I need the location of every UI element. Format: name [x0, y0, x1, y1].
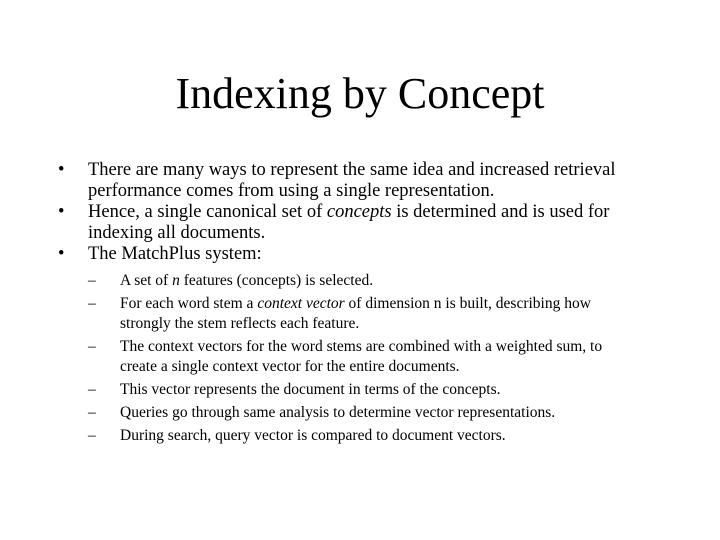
bullet-marker: •	[58, 160, 65, 180]
bullet-text-after: is determined and is used for indexing all documents.	[88, 202, 610, 243]
bullet-item	[58, 202, 668, 244]
dash-marker: –	[88, 427, 96, 444]
emphasized-term: n	[172, 272, 180, 289]
sub-bullet-text: Queries go through same analysis to determine vector representations.	[120, 404, 556, 421]
sub-bullet-item	[88, 271, 630, 291]
sub-bullet-text-after: of dimension n is built, describing how strongly the stem reflects each feature.	[120, 295, 591, 332]
sub-bullet-text: During search, query vector is compared to document vectors.	[120, 427, 506, 444]
sub-bullet-item	[88, 337, 630, 377]
bullet-item	[58, 244, 668, 446]
bullet-item	[58, 160, 668, 202]
sub-bullet-item	[88, 426, 630, 446]
bullet-text: There are many ways to represent the same idea and increased retrieval performance comes from using a single representation.	[88, 160, 616, 201]
sub-bullet-item	[88, 403, 630, 423]
dash-marker: –	[88, 295, 96, 312]
dash-marker: –	[88, 381, 96, 398]
bullet-marker: •	[58, 244, 65, 264]
bullet-text-before: Hence, a single canonical set of	[88, 202, 327, 222]
sub-bullet-text-before: A set of	[120, 272, 173, 289]
emphasized-term: context vector	[257, 295, 345, 312]
emphasized-term: concepts	[326, 202, 392, 222]
dash-marker: –	[88, 272, 96, 289]
sub-bullet-item	[88, 380, 630, 400]
slide-title: Indexing by Concept	[175, 69, 545, 118]
bullet-marker: •	[58, 202, 65, 222]
sub-bullet-text-before: For each word stem a	[120, 295, 258, 312]
sub-bullet-text-after: features (concepts) is selected.	[179, 272, 374, 289]
bullet-text: The MatchPlus system:	[88, 244, 262, 264]
sub-bullet-text: The context vectors for the word stems are combined with a weighted sum, to create a single context vector for the entire documents.	[120, 338, 603, 375]
dash-marker: –	[88, 338, 96, 355]
dash-marker: –	[88, 404, 96, 421]
sub-bullet-item	[88, 294, 630, 334]
bullet-list	[58, 160, 668, 449]
sub-bullet-list	[88, 271, 668, 446]
sub-bullet-text: This vector represents the document in terms of the concepts.	[120, 381, 501, 398]
